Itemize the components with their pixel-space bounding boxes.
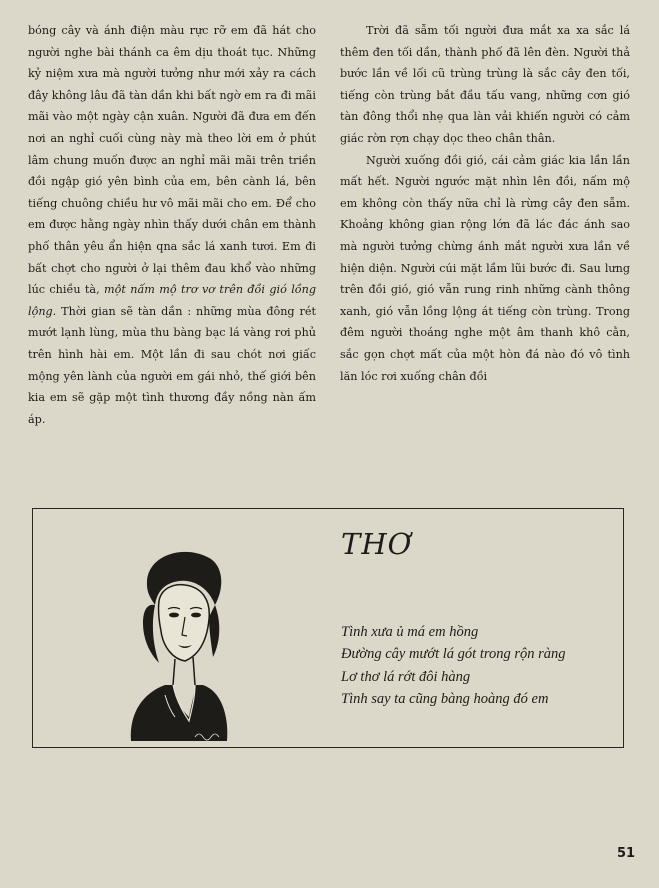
left-paragraph (28, 20, 316, 430)
right-paragraph-1: Trời đã sẫm tối người đưa mắt xa xa sắc lá thêm đen tối dần, thành phố đã lên đèn. Người thả bước lần về lối cũ trùng trùng là sắc cây đen tối, tiếng còn trùng bắt đầu tấu vang, những cơn gió tàn đông thổi nhẹ qua làn vải khiến người có cảm giác rờn rợn chạy dọc theo chân thân. (340, 24, 630, 145)
left-paragraph-italic: một nấm mộ trơ vơ trên đồi gió lồng lộng. (28, 283, 316, 318)
poem-line: Lơ thơ lá rớt đôi hàng (341, 668, 471, 685)
article-right-column (340, 20, 630, 387)
poem-title: THƠ (341, 527, 413, 561)
poem-line: Đường cây mướt lá gót trong rộn ràng (341, 646, 566, 663)
poem-line: Tình say ta cũng bàng hoàng đó em (341, 691, 549, 708)
woman-portrait-illustration (125, 545, 229, 745)
left-paragraph-text: bóng cây và ánh điện màu rực rỡ em đã hát cho người nghe bài thánh ca êm dịu thoát tục. Những kỷ niệm xưa mà người tưởng như mới xảy ra cách đây không lâu đã tàn dần khi bất ngờ em ra đi mãi mãi vào một ngày cận xuân. Người đã đưa em đến nơi an nghỉ cuối cùng này mà theo lời em ở phút lâm chung muốn được an nghỉ mãi mãi trên triền đồi ngập gió yên bình của em, bên cành lá, bên tiếng chuông chiều hư vô mãi mãi cho em. Để cho em được hằng ngày nhìn thấy dưới chân em thành phố thân yêu ẩn hiện qna sắc lá xanh tươi. Em đi bất chợt cho người ở lại thêm đau khổ vào những lúc chiều tà, (28, 24, 316, 297)
article-left-column (28, 20, 316, 430)
right-paragraph-2: Người xuống đồi gió, cái cảm giác kia lần lần mất hết. Người ngước mặt nhìn lên đồi, nấm mộ em không còn thấy nữa chỉ là rừng cây đen sẫm. Khoảng không gian rộng lớn đã lác đác ánh sao mà người tưởng chừng ánh mắt người xưa lần về hiện diện. Người cúi mặt lầm lũi bước đi. Sau lưng trên đồi gió, gió vẫn rung rinh những cành thông xanh, gió vẫn lồng lộng át tiếng còn trùng. Trong đêm người thoáng nghe một âm thanh khô cằn, sắc gọn chợt mất của một hòn đá nào đó vô tình lăn lóc rơi xuống chân đồi (340, 153, 630, 383)
poem-line: Tình xưa ủ má em hồng (341, 624, 479, 640)
page-number: 51 (617, 846, 636, 861)
left-paragraph-end: Thời gian sẽ tàn dần : những mùa đông rét mướt lạnh lùng, mùa thu bàng bạc lá vàng rơi phủ trên hình hài em. Một lần đi sau chót nơi giấc mộng yên lành của người em gái nhỏ, thế giới bên kia em sẽ gặp một tình thương đầy nồng nàn ấm áp. (28, 304, 316, 426)
poem-box (32, 508, 624, 748)
poem-verse (341, 621, 621, 711)
